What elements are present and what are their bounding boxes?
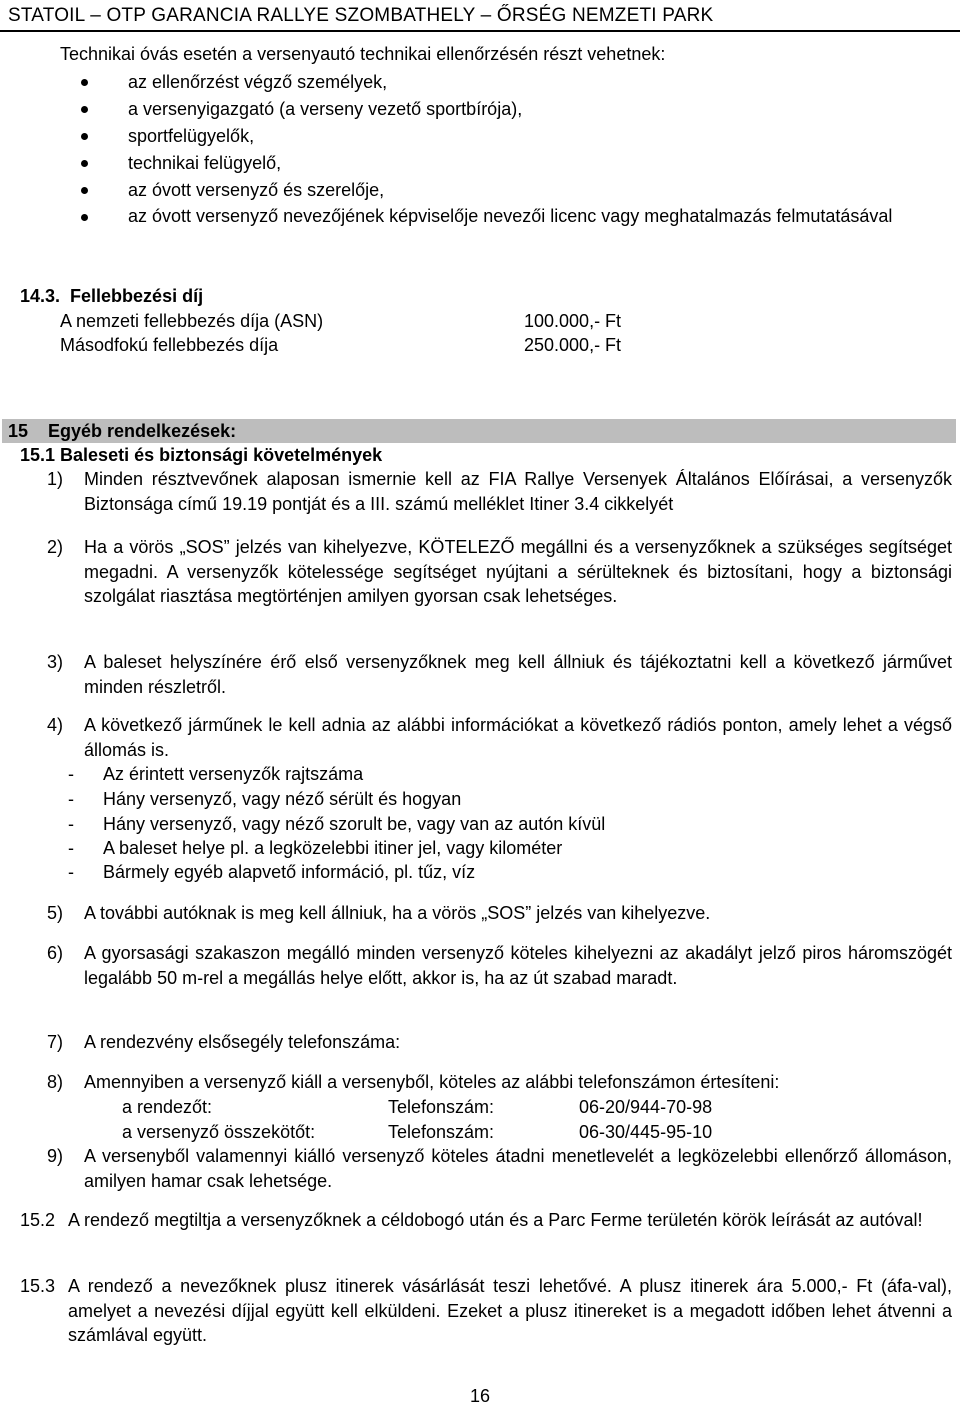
item-number: 4) <box>47 715 64 735</box>
item-number: 2) <box>47 537 64 557</box>
dash-item: Az érintett versenyzők rajtszáma <box>103 764 364 784</box>
protest-intro: Technikai óvás esetén a versenyautó technikai ellenőrzésén részt vehetnek: <box>60 44 666 64</box>
page-header: STATOIL – OTP GARANCIA RALLYE SZOMBATHELY – ŐRSÉG NEMZETI PARK <box>8 5 714 26</box>
item-number: 7) <box>47 1032 64 1052</box>
dash-item: Hány versenyző, vagy néző sérült és hogyan <box>103 789 462 809</box>
appeal-row-value: 100.000,- Ft <box>524 311 622 331</box>
bullet-icon <box>81 187 88 194</box>
appeal-row-label: Másodfokú fellebbezés díja <box>60 335 279 355</box>
phone-label: Telefonszám: <box>388 1097 495 1117</box>
phone-recipient: a versenyző összekötőt: <box>122 1122 316 1142</box>
item-text: A versenyből valamennyi kiálló versenyző köteles átadni menetlevelét a legközelebbi ellenőrző állomáson, amilyen hamar csak lehetsége. <box>84 1146 952 1191</box>
item-text: Amennyiben a versenyző kiáll a versenyből, köteles az alábbi telefonszámon értesíteni: <box>84 1072 780 1092</box>
header-divider <box>0 30 960 32</box>
dash-marker: - <box>68 789 74 809</box>
appeal-row-value: 250.000,- Ft <box>524 335 622 355</box>
appeal-heading: 14.3. Fellebbezési díj <box>20 286 204 306</box>
phone-number: 06-30/445-95-10 <box>579 1122 713 1142</box>
phone-number: 06-20/944-70-98 <box>579 1097 713 1117</box>
bullet-icon <box>81 79 88 86</box>
subsection-number: 15.3 <box>20 1276 56 1296</box>
section-heading: 15 Egyéb rendelkezések: <box>8 421 237 441</box>
dash-marker: - <box>68 862 74 882</box>
subsection-text: A rendező megtiltja a versenyzőknek a céldobogó után és a Parc Ferme területén körök leírását az autóval! <box>68 1210 923 1230</box>
protest-bullet: az ellenőrzést végző személyek, <box>128 72 388 92</box>
bullet-icon <box>81 214 88 221</box>
item-number: 5) <box>47 903 64 923</box>
protest-bullet: az óvott versenyző és szerelője, <box>128 180 385 200</box>
item-text: Minden résztvevőnek alaposan ismernie kell az FIA Rallye Versenyek Általános Előírásai, a versenyzők Biztonsága című 19.19 pontját és a III. számú melléklet Itiner 3.4 cikkelyét <box>84 469 952 514</box>
protest-bullet: a versenyigazgató (a verseny vezető sportbírója), <box>128 99 523 119</box>
item-number: 3) <box>47 652 64 672</box>
item-number: 8) <box>47 1072 64 1092</box>
item-number: 1) <box>47 469 64 489</box>
item-text: A baleset helyszínére érő első versenyzőknek meg kell állniuk és tájékoztatni kell a következő járművet minden részletről. <box>84 652 952 697</box>
phone-recipient: a rendezőt: <box>122 1097 213 1117</box>
bullet-icon <box>81 133 88 140</box>
dash-item: Bármely egyéb alapvető információ, pl. tűz, víz <box>103 862 476 882</box>
appeal-row-label: A nemzeti fellebbezés díja (ASN) <box>60 311 324 331</box>
dash-item: Hány versenyző, vagy néző szorult be, vagy van az autón kívül <box>103 814 606 834</box>
item-text: Ha a vörös „SOS” jelzés van kihelyezve, KÖTELEZŐ megállni és a versenyzőknek a szükséges segítséget megadni. A versenyzők kötelessége segítséget nyújtani a sérülteknek és biztosítani, hogy a biztonsági szolgálat riasztása megtörténjen amilyen gyorsan csak lehetséges. <box>84 537 952 606</box>
phone-label: Telefonszám: <box>388 1122 495 1142</box>
bullet-icon <box>81 106 88 113</box>
item-number: 6) <box>47 943 64 963</box>
page-number: 16 <box>469 1386 491 1406</box>
item-text: A gyorsasági szakaszon megálló minden versenyző köteles kihelyezni az akadályt jelző piros háromszögét legalább 50 m-rel a megállás helye előtt, akkor is, ha az út szabad maradt. <box>84 943 952 988</box>
item-text: A további autóknak is meg kell állniuk, ha a vörös „SOS” jelzés van kihelyezve. <box>84 903 711 923</box>
subsection-number: 15.2 <box>20 1210 56 1230</box>
dash-marker: - <box>68 814 74 834</box>
dash-item: A baleset helye pl. a legközelebbi itiner jel, vagy kilométer <box>103 838 563 858</box>
subsection-text: A rendező a nevezőknek plusz itinerek vásárlását teszi lehetővé. A plusz itinerek ára 5.000,- Ft (áfa-val), amelyet a nevezési díjjal együtt kell elküldeni. Ezeket a plusz itinereket is a megadott időben lehet átvenni a számlával együtt. <box>68 1276 952 1345</box>
item-text: A következő járműnek le kell adnia az alábbi információkat a következő rádiós ponton, amely lehet a végső állomás is. <box>84 715 952 760</box>
protest-bullet: az óvott versenyző nevezőjének képviselője nevezői licenc vagy meghatalmazás felmutatásával <box>128 206 893 226</box>
item-number: 9) <box>47 1146 64 1166</box>
subsection-heading: 15.1 Baleseti és biztonsági követelmények <box>20 445 383 465</box>
bullet-icon <box>81 160 88 167</box>
protest-bullet: sportfelügyelők, <box>128 126 255 146</box>
dash-marker: - <box>68 838 74 858</box>
dash-marker: - <box>68 764 74 784</box>
protest-bullet: technikai felügyelő, <box>128 153 282 173</box>
item-text: A rendezvény elsősegély telefonszáma: <box>84 1032 401 1052</box>
